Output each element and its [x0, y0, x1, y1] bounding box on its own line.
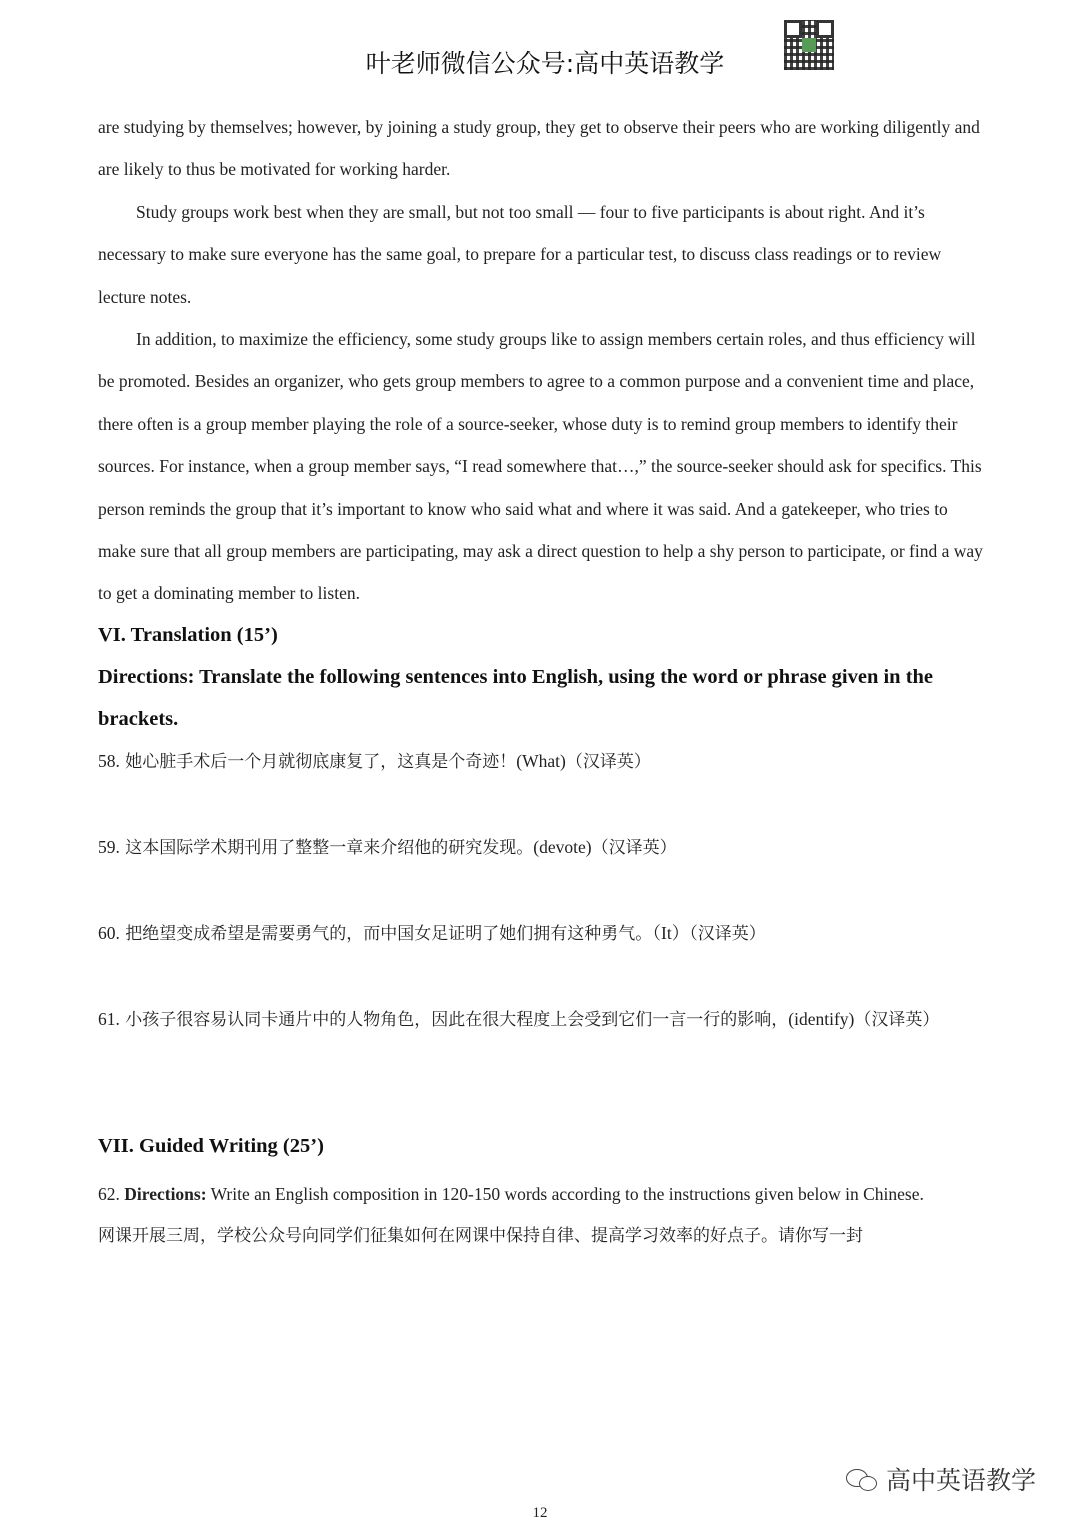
item-chinese: 把绝望变成希望是需要勇气的，而中国女足证明了她们拥有这种勇气。 [125, 923, 653, 944]
item-tag: （汉译英） [591, 837, 677, 858]
item-number: 61. [98, 1008, 120, 1029]
item-hint: (devote) [533, 836, 592, 857]
directions-label: Directions: [124, 1183, 207, 1204]
wechat-icon [846, 1467, 880, 1491]
watermark-text: 高中英语教学 [886, 1466, 1037, 1495]
writing-directions [98, 1173, 988, 1215]
item-number: 60. [98, 922, 120, 943]
item-number: 62. [98, 1183, 120, 1204]
item-chinese: 这本国际学术期刊用了整整一章来介绍他的研究发现。 [125, 837, 534, 858]
item-number: 59. [98, 836, 120, 857]
item-hint: （It） [652, 922, 690, 943]
translation-item-58 [98, 740, 988, 783]
directions-text: Write an English composition in 120-150 words according to the instructions given below in Chinese. [210, 1183, 924, 1204]
item-chinese: 她心脏手术后一个月就彻底康复了，这真是个奇迹！ [125, 751, 517, 772]
qr-code-icon [784, 20, 834, 70]
translation-item-61 [98, 998, 988, 1041]
passage-paragraph-3: In addition, to maximize the efficiency, some study groups like to assign members certain roles, and thus efficiency will be promoted. Besides an organizer, who gets group members to agree to a common purpose and a convenient time and place, there often is a group member playing the role of a source-seeker, whose duty is to remind group members to identify their sources. For instance, when a group member says, “I read somewhere that…,” the source-seeker should ask for specifics. This person reminds the group that it’s important to know who said what and where it was said. And a gatekeeper, who tries to make sure that all group members are participating, may ask a direct question to help a shy person to participate, or find a way to get a dominating member to listen. [98, 329, 983, 604]
translation-directions: Directions: Translate the following sentences into English, using the word or phrase given in the brackets. [98, 665, 934, 730]
wechat-watermark [846, 1461, 1036, 1497]
passage-paragraph-1: are studying by themselves; however, by joining a study group, they get to observe their peers who are working diligently and are likely to thus be motivated for working harder. [98, 117, 980, 180]
writing-heading: VII. Guided Writing (25’) [98, 1134, 324, 1157]
page-number: 12 [532, 1505, 548, 1521]
writing-prompt: 网课开展三周，学校公众号向同学们征集如何在网课中保持自律、提高学习效率的好点子。请你写一封 [98, 1226, 863, 1247]
item-chinese: 小孩子很容易认同卡通片中的人物角色，因此在很大程度上会受到它们一言一行的影响， [125, 1009, 789, 1030]
translation-item-59 [98, 826, 988, 869]
page-header-title: 叶老师微信公众号:高中英语教学 [365, 49, 725, 78]
item-hint: (What) [516, 750, 566, 771]
passage-paragraph-2: Study groups work best when they are small, but not too small — four to five participants is about right. And it’s necessary to make sure everyone has the same goal, to prepare for a particular test, to discuss class readings or to review lecture notes. [98, 201, 942, 307]
document-body [98, 106, 988, 1258]
translation-item-60 [98, 912, 988, 955]
item-hint: (identify) [788, 1008, 855, 1029]
item-number: 58. [98, 750, 120, 771]
item-tag: （汉译英） [854, 1009, 940, 1030]
translation-heading: VI. Translation (15’) [98, 623, 278, 646]
item-tag: （汉译英） [689, 923, 766, 944]
item-tag: （汉译英） [565, 751, 651, 772]
